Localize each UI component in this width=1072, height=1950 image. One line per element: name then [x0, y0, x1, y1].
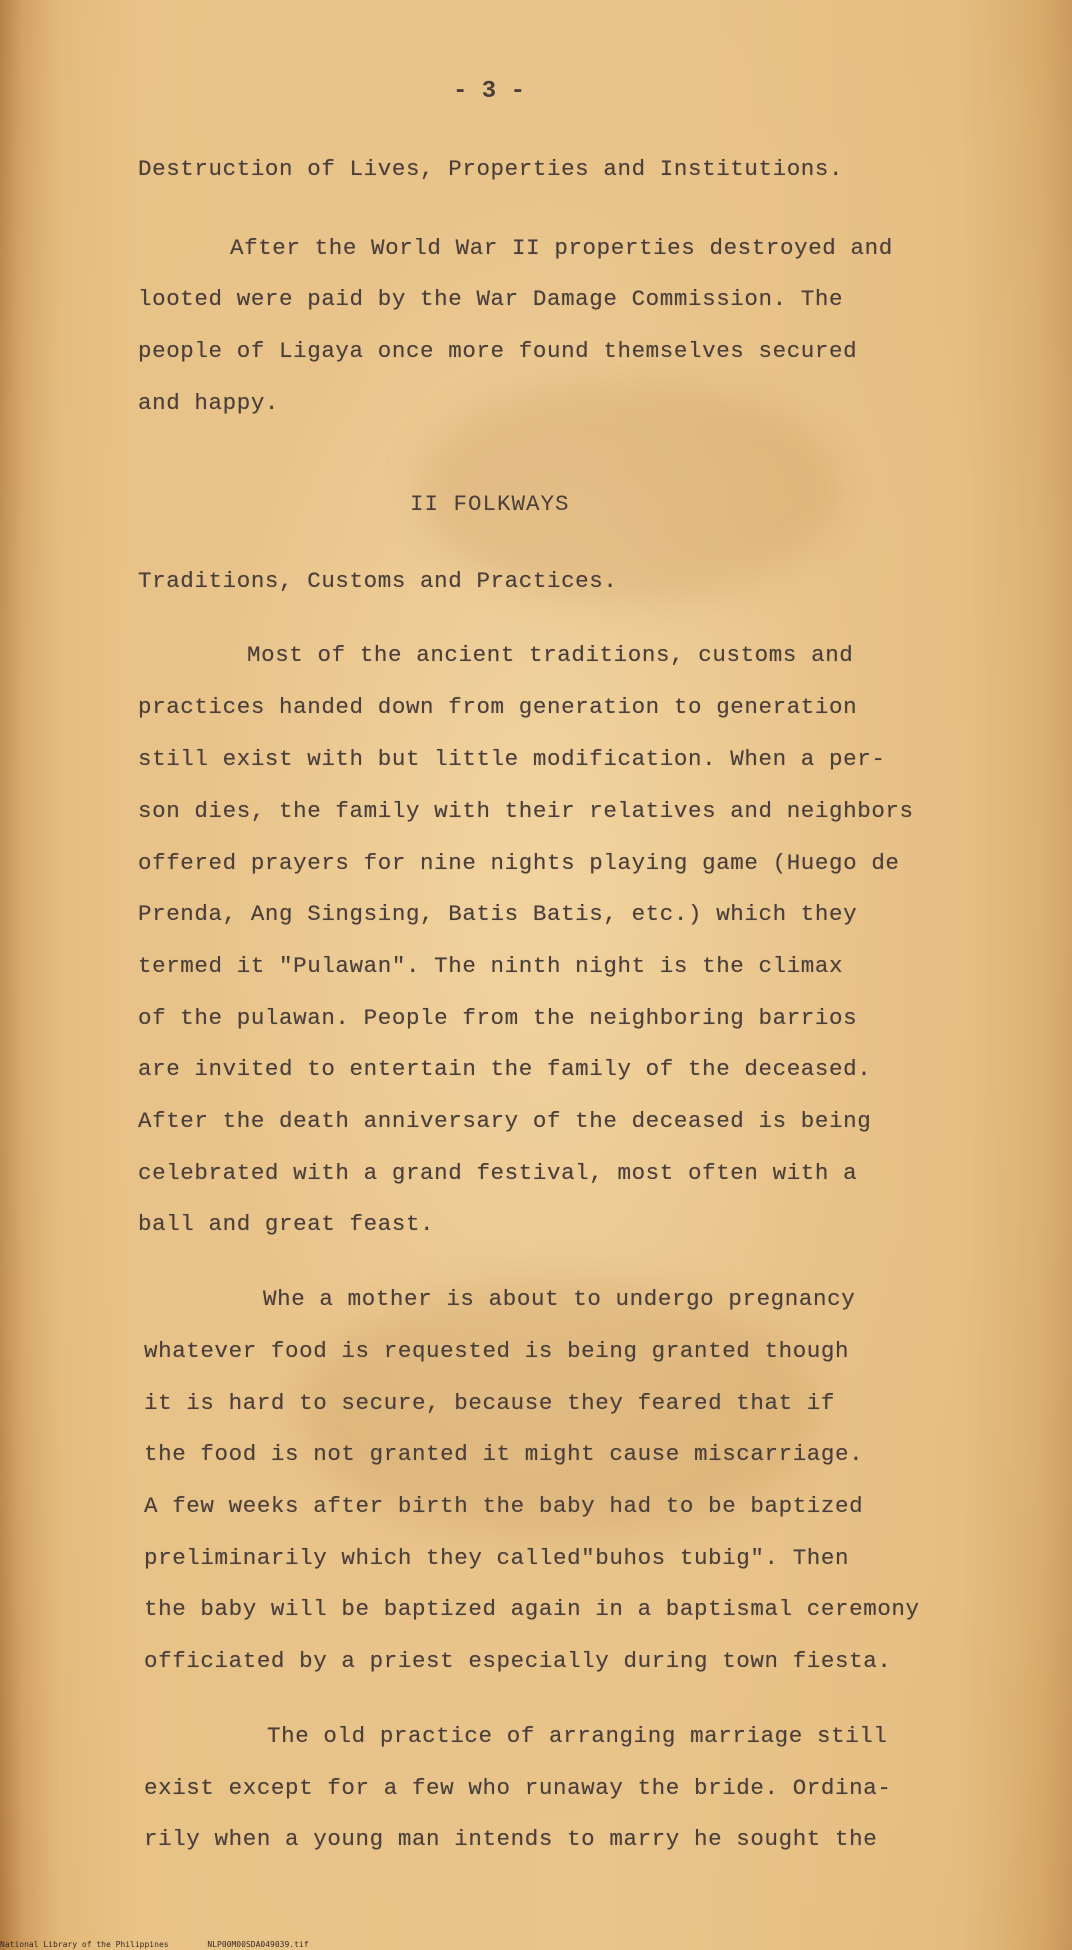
- text-line: The old practice of arranging marriage still: [267, 1723, 888, 1749]
- footer-file: NLP00M00SDA049039.tif: [207, 1940, 309, 1949]
- footer-library: National Library of the Philippines: [0, 1940, 169, 1949]
- text-line: Whe a mother is about to undergo pregnancy: [263, 1286, 856, 1312]
- text-line: offered prayers for nine nights playing game (Huego de: [138, 850, 900, 876]
- text-line: still exist with but little modification. When a per-: [138, 746, 886, 772]
- section-title: II FOLKWAYS: [410, 491, 570, 517]
- page-number: - 3 -: [453, 78, 526, 105]
- text-line: son dies, the family with their relatives and neighbors: [138, 798, 914, 824]
- text-line: are invited to entertain the family of the deceased.: [138, 1056, 872, 1082]
- subheading-traditions: Traditions, Customs and Practices.: [138, 568, 618, 594]
- text-line: After the death anniversary of the deceased is being: [138, 1108, 872, 1134]
- text-line: After the World War II properties destroyed and: [230, 235, 893, 261]
- text-line: celebrated with a grand festival, most often with a: [138, 1160, 858, 1186]
- text-line: rily when a young man intends to marry he sought the: [144, 1826, 878, 1852]
- text-line: officiated by a priest especially during town fiesta.: [144, 1648, 892, 1674]
- scan-footer: [0, 1940, 343, 1949]
- text-line: Most of the ancient traditions, customs and: [247, 642, 854, 668]
- text-line: A few weeks after birth the baby had to be baptized: [144, 1493, 864, 1519]
- text-line: the food is not granted it might cause miscarriage.: [144, 1441, 864, 1467]
- text-line: people of Ligaya once more found themselves secured: [138, 338, 858, 364]
- text-line: it is hard to secure, because they feared that if: [144, 1390, 836, 1416]
- paper-stain: [420, 380, 840, 600]
- text-line: exist except for a few who runaway the bride. Ordina-: [144, 1775, 892, 1801]
- text-line: practices handed down from generation to generation: [138, 694, 858, 720]
- text-line: and happy.: [138, 390, 280, 416]
- text-line: the baby will be baptized again in a baptismal ceremony: [144, 1596, 920, 1622]
- text-line: termed it "Pulawan". The ninth night is the climax: [138, 953, 844, 979]
- text-line: looted were paid by the War Damage Commission. The: [138, 286, 844, 312]
- text-line: Prenda, Ang Singsing, Batis Batis, etc.) which they: [138, 901, 858, 927]
- text-line: of the pulawan. People from the neighboring barrios: [138, 1005, 858, 1031]
- subheading-destruction: Destruction of Lives, Properties and Institutions.: [138, 156, 844, 182]
- text-line: ball and great feast.: [138, 1211, 435, 1237]
- text-line: whatever food is requested is being granted though: [144, 1338, 850, 1364]
- text-line: preliminarily which they called"buhos tubig". Then: [144, 1545, 850, 1571]
